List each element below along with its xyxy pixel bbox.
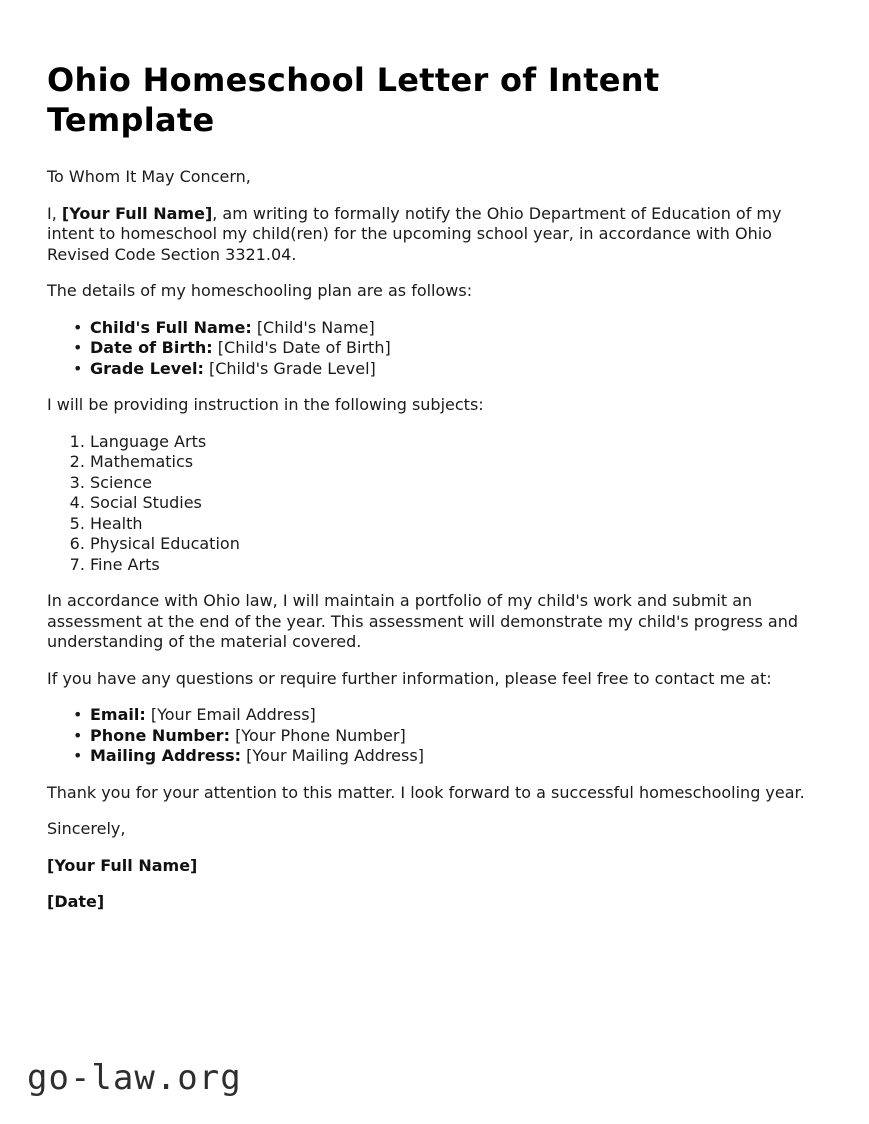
contact-value: [Your Email Address] — [150, 705, 316, 724]
closing-paragraph: Thank you for your attention to this matter. I look forward to a successful homeschooling year. — [47, 782, 805, 802]
signoff: Sincerely, — [47, 819, 126, 838]
list-item: 3. Science — [90, 473, 811, 494]
footer-brand: go-law.org — [27, 1058, 242, 1098]
child-details-list — [47, 318, 811, 380]
list-item — [90, 338, 811, 359]
contact-label: Phone Number: — [90, 725, 230, 745]
intro-prefix: I, — [47, 203, 62, 223]
page-title: Ohio Homeschool Letter of Intent Template — [47, 61, 660, 139]
detail-value: [Child's Grade Level] — [209, 358, 376, 378]
your-full-name-placeholder: [Your Full Name] — [61, 203, 213, 223]
signature-name-placeholder: [Your Full Name] — [47, 855, 198, 875]
intro-suffix: , am writing to formally notify the Ohio Department of Education of my intent to homeschool my child(ren) for the upcoming school year, in accordance with Ohio Revised Code Section 3321.04. — [47, 203, 782, 264]
contact-value: [Your Phone Number] — [235, 725, 406, 745]
list-item — [90, 746, 811, 767]
list-item — [90, 726, 811, 747]
detail-label: Child's Full Name: — [90, 317, 252, 337]
list-item: 4. Social Studies — [90, 493, 811, 514]
list-item: 2. Mathematics — [90, 452, 811, 473]
salutation: To Whom It May Concern, — [47, 167, 251, 186]
list-item — [90, 318, 811, 339]
list-item: 7. Fine Arts — [90, 555, 811, 576]
intro-paragraph — [47, 204, 811, 266]
subjects-intro: I will be providing instruction in the following subjects: — [47, 395, 484, 414]
list-item — [90, 705, 811, 726]
list-item — [90, 359, 811, 380]
list-item: 6. Physical Education — [90, 534, 811, 555]
contact-label: Email: — [90, 705, 146, 724]
detail-value: [Child's Name] — [256, 317, 375, 337]
detail-label: Grade Level: — [90, 358, 204, 378]
subjects-list — [47, 432, 811, 576]
signature-date-placeholder: [Date] — [47, 892, 105, 911]
contact-label: Mailing Address: — [90, 746, 242, 765]
details-intro: The details of my homeschooling plan are as follows: — [47, 281, 473, 300]
contact-list — [47, 705, 811, 767]
contact-value: [Your Mailing Address] — [246, 746, 424, 765]
detail-label: Date of Birth: — [90, 338, 213, 357]
list-item: 5. Health — [90, 514, 811, 535]
list-item: 1. Language Arts — [90, 432, 811, 453]
assessment-paragraph: In accordance with Ohio law, I will maintain a portfolio of my child's work and submit an assessment at the end of the year. This assessment will demonstrate my child's progress and understanding of the material covered. — [47, 591, 799, 651]
letter-body — [47, 60, 811, 929]
detail-value: [Child's Date of Birth] — [217, 338, 391, 357]
contact-intro: If you have any questions or require further information, please feel free to contact me at: — [47, 668, 772, 688]
